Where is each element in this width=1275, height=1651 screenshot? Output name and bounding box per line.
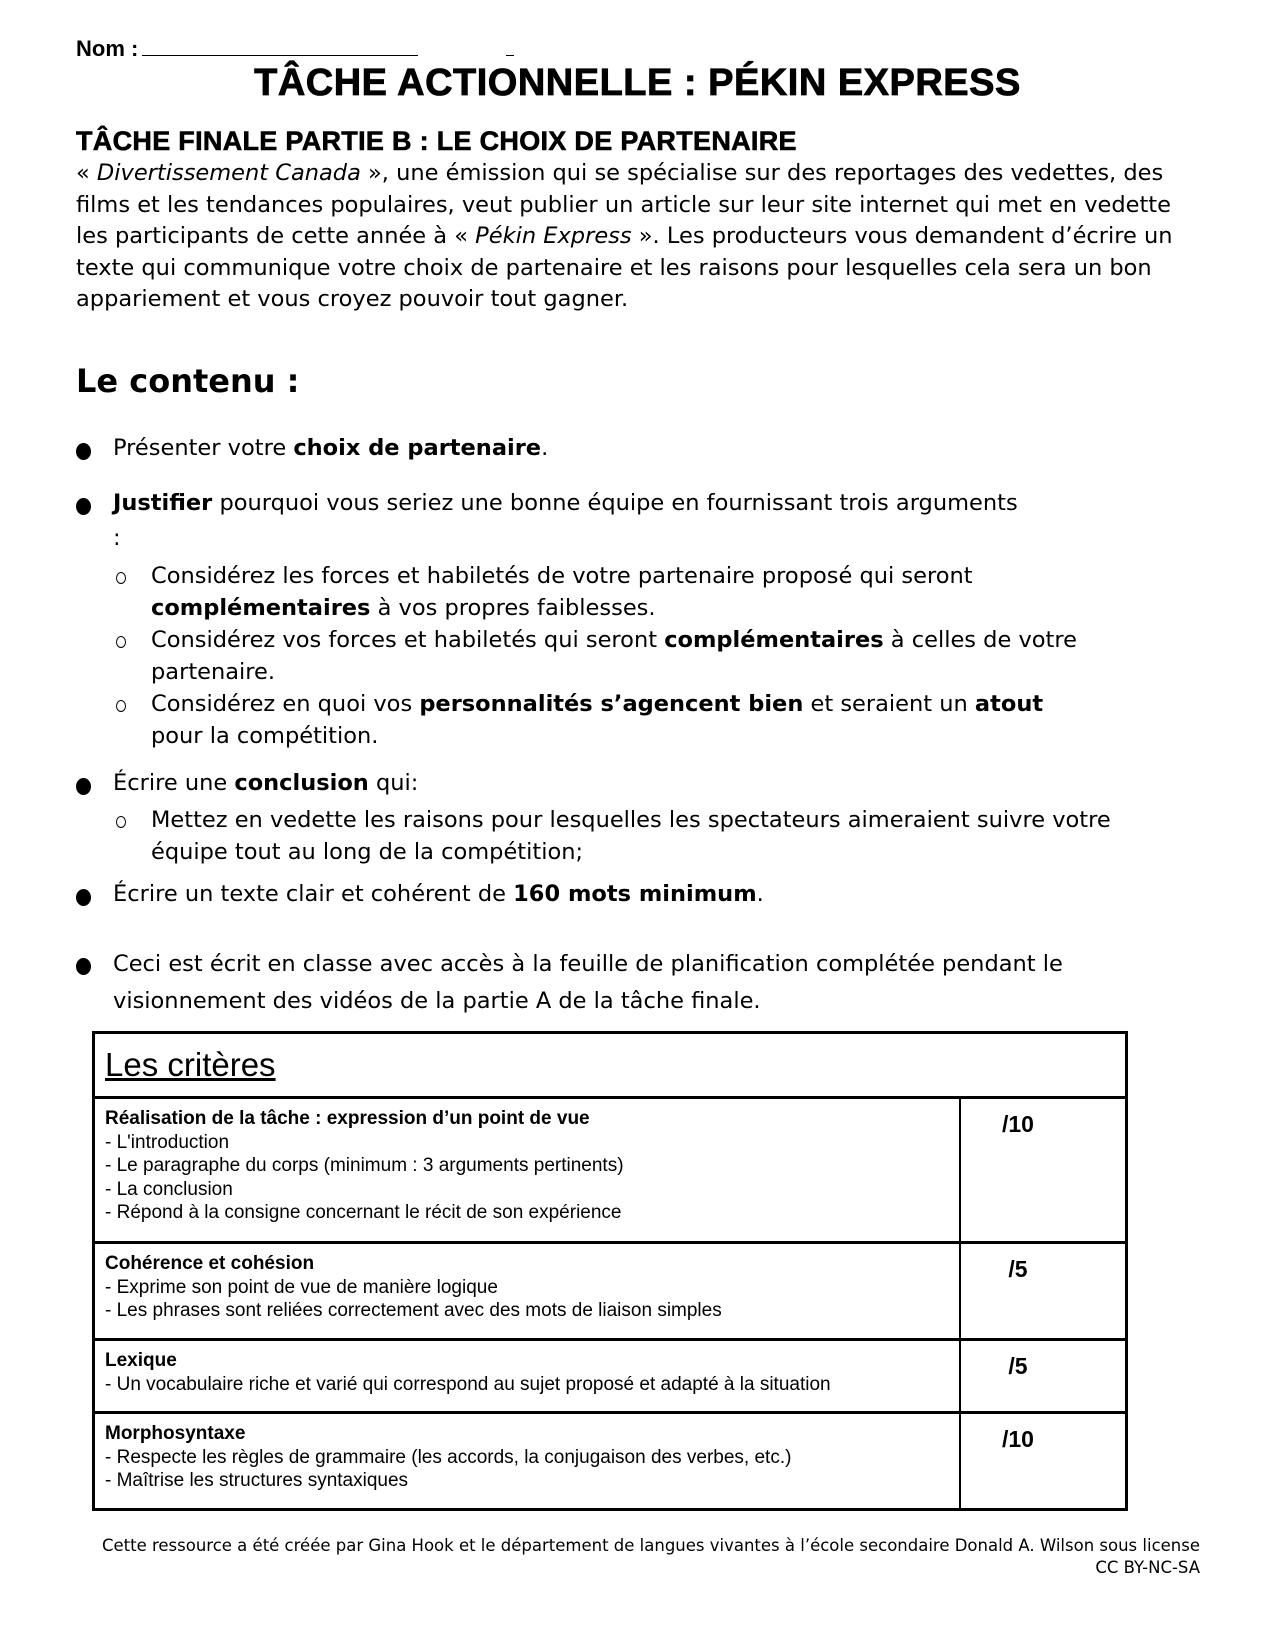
- bullet-text: Présenter votre: [113, 435, 294, 461]
- show-name: Divertissement Canada: [96, 160, 361, 186]
- criteria-row-title: Morphosyntaxe: [105, 1423, 246, 1444]
- criteria-description: [95, 1414, 961, 1508]
- sub-text: Considérez vos forces et habiletés qui seront: [151, 627, 665, 653]
- criteria-row-title: Réalisation de la tâche : expression d’un point de vue: [105, 1108, 590, 1129]
- hollow-bullet-icon: [116, 572, 126, 584]
- sub-item-vos-forces: [114, 624, 1194, 688]
- criteria-line: - L'introduction: [105, 1131, 230, 1153]
- intro-paragraph: [76, 158, 1186, 316]
- intro-part1: », une émission qui se spécialise sur des reportages des vedettes, des films et les tendances populaires, veut publier un article sur leur site internet qui met en vedette les participants de cette année à «: [76, 160, 1171, 249]
- bullet-text-end: qui:: [368, 770, 419, 796]
- criteria-row-realisation: [95, 1099, 1125, 1244]
- criteria-score: /5: [1008, 1353, 1028, 1379]
- bullet-text-end: .: [541, 435, 549, 461]
- bullet-bold: 160 mots minimum: [513, 881, 757, 907]
- criteria-score: /10: [1002, 1426, 1034, 1452]
- page-title: TÂCHE ACTIONNELLE : PÉKIN EXPRESS: [254, 62, 1021, 104]
- hollow-bullet-icon: [116, 636, 126, 648]
- bullet-text-end: .: [756, 881, 764, 907]
- criteria-row-lexique: [95, 1341, 1125, 1414]
- criteria-line: - Un vocabulaire riche et varié qui correspond au sujet proposé et adapté à la situation: [105, 1373, 831, 1395]
- bullet-bold: choix de partenaire: [293, 435, 542, 461]
- footer-credit-line: Cette ressource a été créée par Gina Hook et le département de langues vivantes à l’école secondaire Donald A. Wilson sous license: [101, 1536, 1200, 1555]
- sub-text-end: pour la compétition.: [151, 723, 379, 749]
- bullet-icon: [76, 889, 91, 906]
- criteria-score: /5: [1008, 1256, 1028, 1282]
- bullet-text: Écrire un texte clair et cohérent de: [113, 881, 514, 907]
- bullet-item-choix: [76, 432, 1196, 465]
- page-subtitle: TÂCHE FINALE PARTIE B : LE CHOIX DE PARTENAIRE: [76, 126, 797, 156]
- program-name: Pékin Express: [475, 223, 632, 249]
- sub-text: Considérez en quoi vos: [151, 691, 420, 717]
- bullet-icon: [76, 778, 91, 795]
- sub-text-end: à vos propres faiblesses.: [370, 595, 656, 621]
- hollow-bullet-icon: [116, 816, 126, 828]
- bullet-icon: [76, 443, 91, 460]
- criteria-row-title: Lexique: [105, 1350, 177, 1371]
- sub-text: Mettez en vedette les raisons pour lesquelles les spectateurs aimeraient suivre votre équipe tout au long de la compétition;: [151, 807, 1111, 865]
- criteria-line: - Les phrases sont reliées correctement avec des mots de liaison simples: [105, 1300, 722, 1321]
- criteria-description: [95, 1244, 961, 1338]
- bullet-bold: Justifier: [113, 490, 213, 516]
- criteria-row-morphosyntaxe: [95, 1414, 1125, 1508]
- quote-open: «: [76, 160, 97, 186]
- criteria-title: Les critères: [105, 1046, 276, 1083]
- criteria-header: [95, 1034, 1125, 1099]
- criteria-row-coherence: [95, 1244, 1125, 1341]
- criteria-description: [95, 1099, 961, 1241]
- criteria-line: - Répond à la consigne concernant le récit de son expérience: [105, 1202, 622, 1223]
- footer-credit: [50, 1535, 1200, 1579]
- name-blank-line[interactable]: [142, 37, 418, 56]
- name-label: Nom :: [76, 36, 139, 61]
- bullet-text: Ceci est écrit en classe avec accès à la feuille de planification complétée pendant le visionnement des vidéos de la partie A de la tâche finale.: [113, 951, 1063, 1014]
- name-field-row: [76, 36, 514, 62]
- sub-bold-2: atout: [974, 691, 1044, 717]
- bullet-text: Écrire une: [113, 770, 235, 796]
- bullet-icon: [76, 958, 91, 975]
- sub-item-personnalites: [114, 688, 1074, 752]
- sub-bold: complémentaires: [151, 595, 371, 621]
- sub-text-mid: et seraient un: [803, 691, 975, 717]
- bullet-icon: [76, 498, 91, 515]
- criteria-row-title: Cohérence et cohésion: [105, 1253, 315, 1274]
- criteria-line: - La conclusion: [105, 1178, 233, 1200]
- bullet-item-160-mots: [76, 878, 1196, 911]
- content-heading: Le contenu :: [76, 362, 300, 400]
- sub-text: Considérez les forces et habiletés de votre partenaire proposé qui seront: [151, 563, 973, 589]
- criteria-line: - Exprime son point de vue de manière logique: [105, 1276, 498, 1298]
- footer-license: CC BY-NC-SA: [1095, 1558, 1200, 1577]
- sub-bold: complémentaires: [664, 627, 884, 653]
- stray-underscore: [506, 41, 514, 56]
- sub-bold: personnalités s’agencent bien: [419, 691, 804, 717]
- criteria-line: - Le paragraphe du corps (minimum : 3 arguments pertinents): [105, 1155, 624, 1176]
- bullet-item-conclusion: [76, 767, 1196, 800]
- criteria-line: - Maîtrise les structures syntaxiques: [105, 1470, 409, 1491]
- intro-part2: ». Les producteurs vous demandent d’écrire un texte qui communique votre choix de partenaire et les raisons pour lesquelles cela sera un bon appariement et vous croyez pouvoir tout gagner.: [76, 223, 1173, 312]
- criteria-description: [95, 1341, 961, 1411]
- bullet-text: pourquoi vous seriez une bonne équipe en fournissant trois arguments: [212, 490, 1018, 516]
- sub-text-end: à celles de votre partenaire.: [151, 627, 1077, 685]
- hollow-bullet-icon: [116, 700, 126, 712]
- bullet-item-justifier: [76, 487, 1196, 556]
- criteria-line: - Respecte les règles de grammaire (les accords, la conjugaison des verbes, etc.): [105, 1446, 792, 1468]
- sub-item-vedette: [114, 804, 1154, 868]
- bullet-bold: conclusion: [234, 770, 369, 796]
- bullet-continuation: :: [113, 525, 121, 551]
- sub-item-forces-partenaire: [114, 560, 1194, 624]
- criteria-table: [92, 1031, 1128, 1511]
- bullet-item-en-classe: [76, 946, 1196, 1020]
- criteria-score: /10: [1002, 1111, 1034, 1137]
